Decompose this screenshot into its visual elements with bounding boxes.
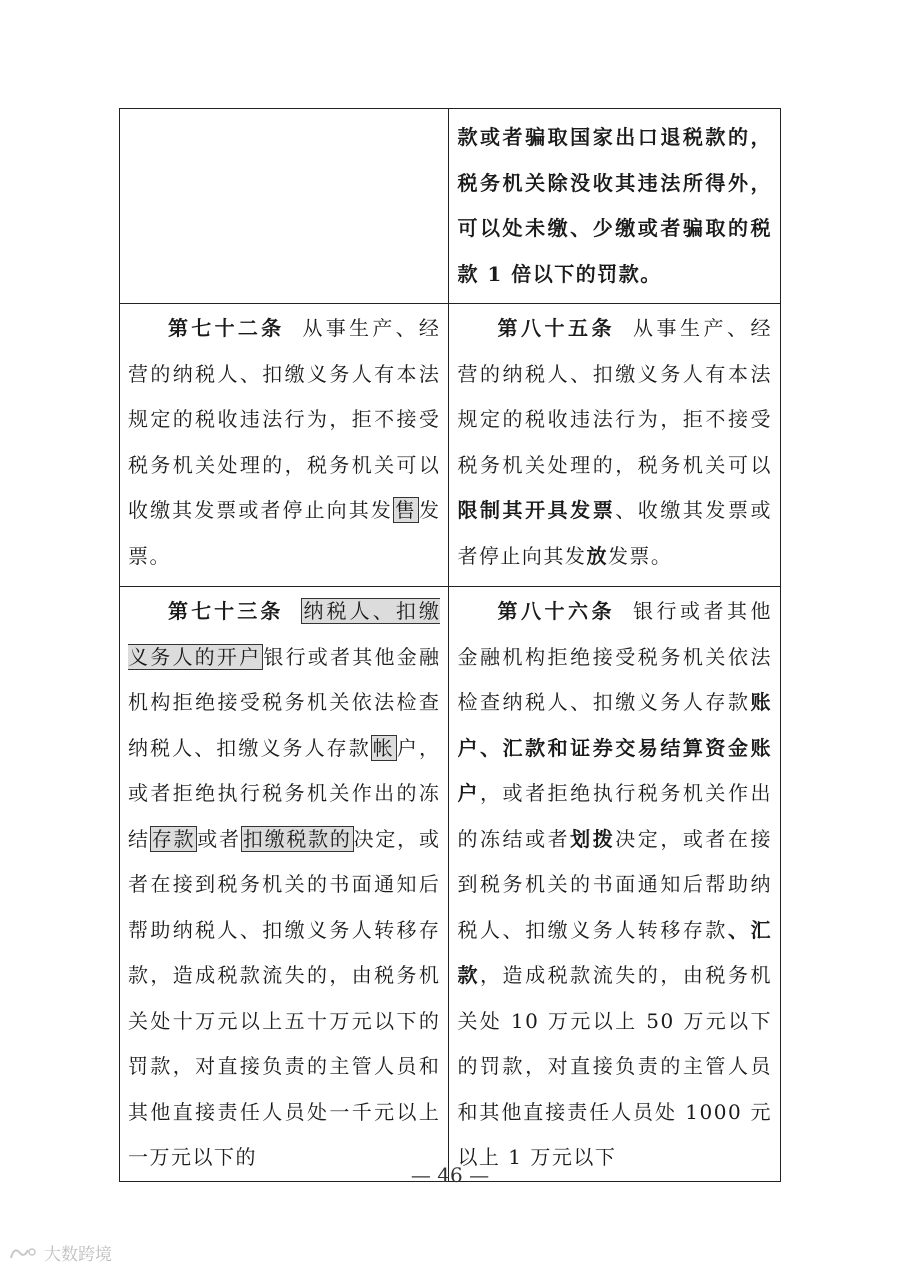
page-number: — 46 — <box>410 1163 490 1187</box>
highlighted-text: 扣缴税款的 <box>242 826 352 851</box>
article-body <box>457 599 772 1169</box>
text-run: 决定，或者在接到税务机关的书面通知后帮助纳税人、扣缴义务人转移存款 <box>457 826 773 942</box>
text-run: 户，或者拒绝执行税务机关作出的冻结 <box>128 735 441 851</box>
text-run: 发票。 <box>128 498 441 568</box>
bold-text: 、汇款 <box>457 917 773 987</box>
bold-text: 款或者骗取国家出口退税款的，税务机关除没收其违法所得外，可以处未缴、少缴或者骗取的税款 1 倍以下的罚款。 <box>457 125 772 286</box>
old-law-cell <box>120 304 449 587</box>
text-run: 从事生产、经营的纳税人、扣缴义务人有本法规定的税收违法行为，拒不接受税务机关处理的，税务机关可以收缴其发票或者停止向其发 <box>128 316 441 522</box>
bold-text: 限制其开具发票 <box>457 498 616 522</box>
text-run: 或者 <box>197 826 241 851</box>
highlighted-text: 存款 <box>151 826 196 851</box>
text-run: ，造成税款流失的，由税务机关处 10 万元以上 50 万元以下的罚款，对直接负责的主管人员和其他直接责任人员处 1000 元以上 1 万元以下 <box>457 963 773 1169</box>
old-law-cell <box>120 587 449 1182</box>
highlighted-text: 售 <box>394 498 417 522</box>
text-run: 从事生产、经营的纳税人、扣缴义务人有本法规定的税收违法行为，拒不接受税务机关处理的，税务机关可以 <box>457 316 772 477</box>
text-run: 决定，或者在接到税务机关的书面通知后帮助纳税人、扣缴义务人转移存款，造成税款流失的，由税务机关处十万元以上五十万元以下的罚款，对直接负责的主管人员和其他直接责任人员处一千元以上一万元以下的 <box>128 826 441 1169</box>
text-run: 、收缴其发票或者停止向其发 <box>457 498 773 568</box>
table-row <box>120 587 781 1182</box>
text-run: ，或者拒绝执行税务机关作出的冻结或者 <box>457 781 773 851</box>
watermark-text: 大数跨境 <box>44 1245 112 1265</box>
highlighted-text: 纳税人、扣缴义务人的开户 <box>128 599 441 669</box>
bold-text: 放 <box>586 543 608 568</box>
article-body <box>128 598 440 1169</box>
table-row <box>120 109 781 304</box>
new-law-cell <box>449 587 781 1182</box>
article-title: 第八十六条 <box>497 599 615 623</box>
article-title: 第七十二条 <box>168 316 285 340</box>
watermark-logo-icon <box>8 1244 38 1262</box>
text-run: 银行或者其他金融机构拒绝接受税务机关依法检查纳税人、扣缴义务人存款 <box>457 599 772 714</box>
highlighted-text: 帐 <box>372 735 395 760</box>
old-law-cell <box>120 109 449 304</box>
article-title: 第七十三条 <box>168 599 284 623</box>
article-body <box>457 316 772 568</box>
table-row <box>120 304 781 587</box>
new-law-text <box>457 115 772 297</box>
new-law-cell <box>449 304 781 587</box>
new-law-cell <box>449 109 781 304</box>
comparison-table <box>119 108 781 1182</box>
text-run: 银行或者其他金融机构拒绝接受税务机关依法检查纳税人、扣缴义务人存款 <box>128 644 441 760</box>
bold-text: 划拨 <box>570 826 616 851</box>
article-title: 第八十五条 <box>497 316 615 340</box>
text-run: 发票。 <box>607 543 673 568</box>
article-body <box>128 316 440 568</box>
bold-text: 账户、汇款和证券交易结算资金账户 <box>457 690 772 805</box>
watermark <box>8 1240 112 1265</box>
